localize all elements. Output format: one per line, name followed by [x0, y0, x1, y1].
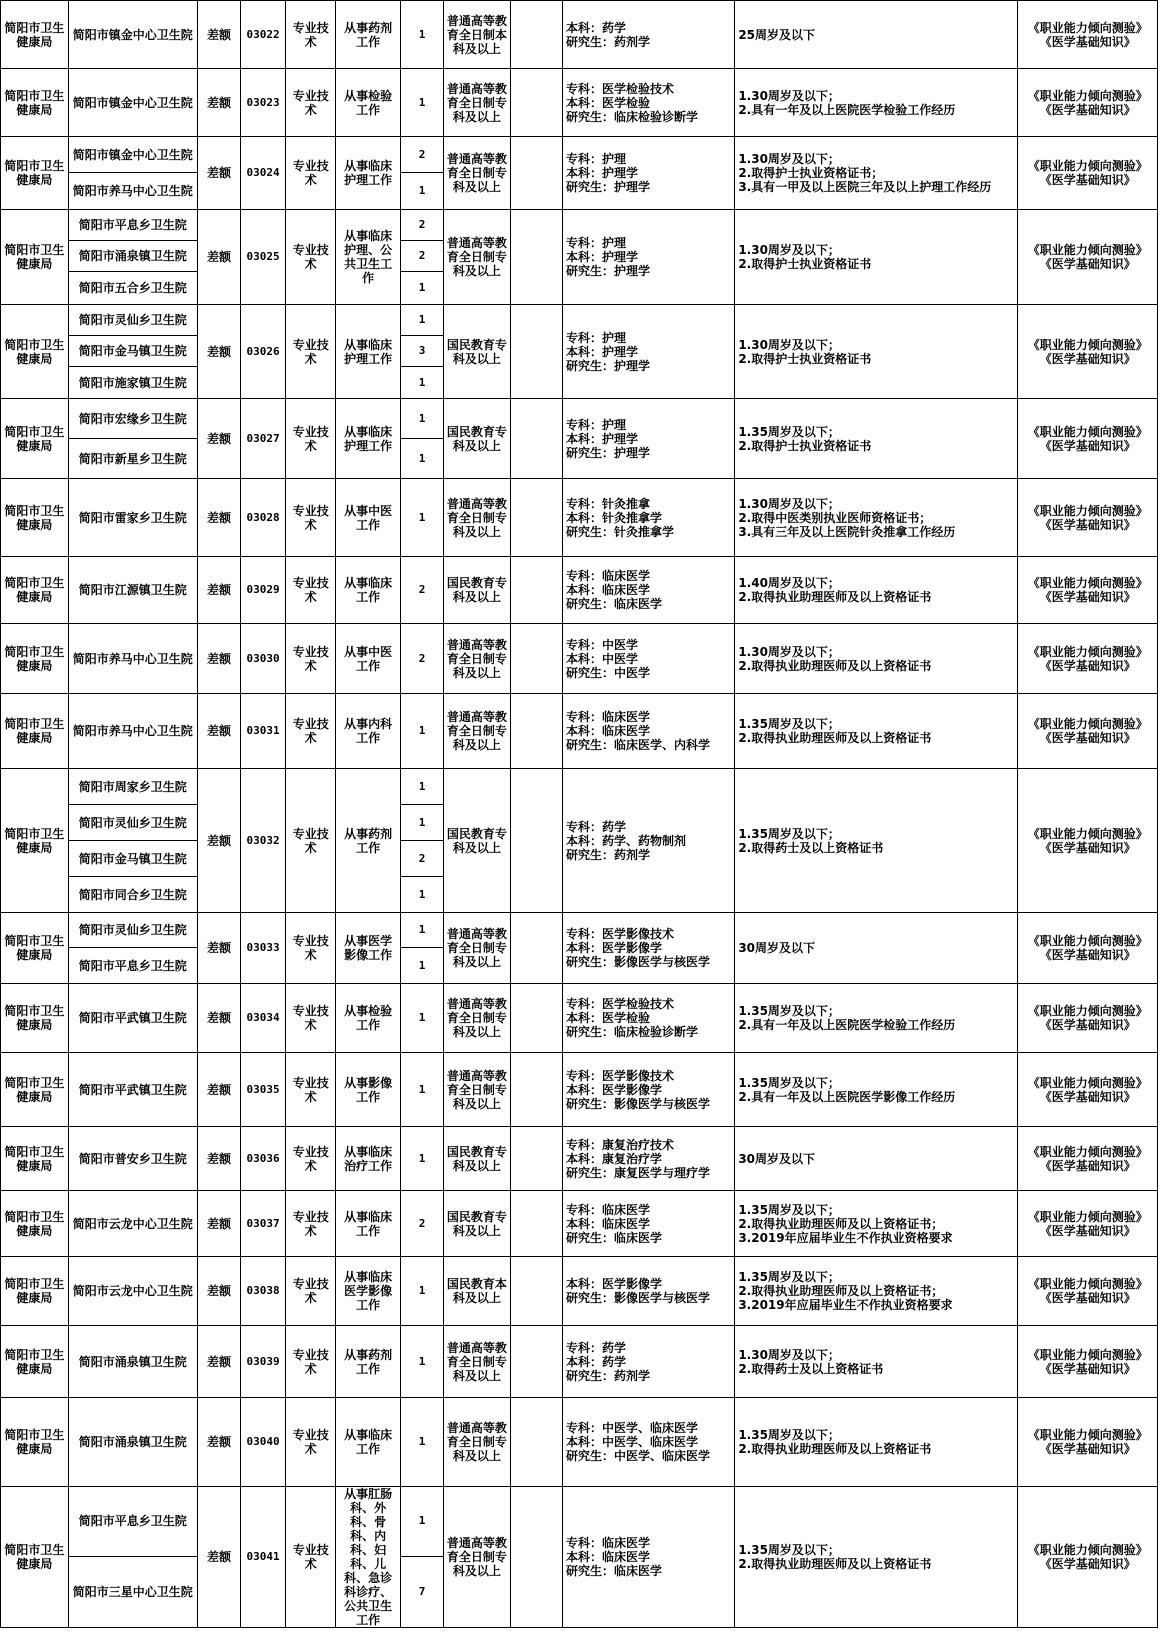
category-cell: 专业技术	[286, 694, 336, 769]
dept-cell: 简阳市卫生健康局	[1, 1191, 69, 1257]
table-row	[1, 1127, 1158, 1191]
exam-cell: 《职业能力倾向测验》 《医学基础知识》	[1018, 1, 1158, 69]
position-code-cell: 03022	[241, 1, 286, 69]
dept-cell: 简阳市卫生健康局	[1, 1326, 69, 1398]
unit-cell: 简阳市云龙中心卫生院	[68, 1257, 197, 1326]
count-cell: 2	[400, 624, 443, 694]
extra-cell	[510, 624, 562, 694]
unit-cell: 简阳市雷家乡卫生院	[68, 479, 197, 557]
count-cell: 1	[400, 694, 443, 769]
category-cell: 专业技术	[286, 1, 336, 69]
count-cell: 1	[400, 69, 443, 137]
count-cell: 2	[400, 841, 443, 877]
funding-type-cell: 差额	[197, 1326, 240, 1398]
dept-cell: 简阳市卫生健康局	[1, 984, 69, 1053]
count-cell: 7	[400, 1556, 443, 1627]
position-code-cell: 03032	[241, 769, 286, 913]
dept-cell: 简阳市卫生健康局	[1, 1127, 69, 1191]
exam-cell: 《职业能力倾向测验》 《医学基础知识》	[1018, 984, 1158, 1053]
category-cell: 专业技术	[286, 1127, 336, 1191]
education-cell: 普通高等教育全日制专科及以上	[444, 479, 511, 557]
extra-cell	[510, 305, 562, 399]
major-cell: 专科：针灸推拿 本科：针灸推拿学 研究生：针灸推拿学	[563, 479, 735, 557]
unit-cell: 简阳市涌泉镇卫生院	[68, 1398, 197, 1487]
extra-cell	[510, 694, 562, 769]
count-cell: 1	[400, 805, 443, 841]
requirement-cell: 1.35周岁及以下； 2.取得执业助理医师及以上资格证书	[735, 1398, 1018, 1487]
unit-cell: 简阳市养马中心卫生院	[68, 173, 197, 210]
requirement-cell: 1.35周岁及以下； 2.取得执业助理医师及以上资格证书； 3.2019年应届毕业生不作执业资格要求	[735, 1191, 1018, 1257]
education-cell: 国民教育专科及以上	[444, 557, 511, 624]
work-cell: 从事中医工作	[336, 479, 401, 557]
dept-cell: 简阳市卫生健康局	[1, 694, 69, 769]
education-cell: 普通高等教育全日制专科及以上	[444, 210, 511, 305]
unit-cell: 简阳市涌泉镇卫生院	[68, 1326, 197, 1398]
funding-type-cell: 差额	[197, 399, 240, 479]
major-cell: 专科：护理 本科：护理学 研究生：护理学	[563, 210, 735, 305]
funding-type-cell: 差额	[197, 1, 240, 69]
exam-cell: 《职业能力倾向测验》 《医学基础知识》	[1018, 769, 1158, 913]
count-cell: 1	[400, 272, 443, 305]
count-cell: 1	[400, 439, 443, 479]
exam-cell: 《职业能力倾向测验》 《医学基础知识》	[1018, 1053, 1158, 1127]
unit-cell: 简阳市灵仙乡卫生院	[68, 913, 197, 948]
count-cell: 1	[400, 948, 443, 984]
exam-cell: 《职业能力倾向测验》 《医学基础知识》	[1018, 137, 1158, 210]
major-cell: 专科：康复治疗技术 本科：康复治疗学 研究生：康复医学与理疗学	[563, 1127, 735, 1191]
table-row	[1, 137, 1158, 173]
count-cell: 1	[400, 769, 443, 805]
extra-cell	[510, 913, 562, 984]
education-cell: 普通高等教育全日制专科及以上	[444, 984, 511, 1053]
funding-type-cell: 差额	[197, 694, 240, 769]
requirement-cell: 1.40周岁及以下； 2.取得执业助理医师及以上资格证书	[735, 557, 1018, 624]
extra-cell	[510, 479, 562, 557]
dept-cell: 简阳市卫生健康局	[1, 769, 69, 913]
work-cell: 从事临床医学影像工作	[336, 1257, 401, 1326]
work-cell: 从事临床护理、公共卫生工作	[336, 210, 401, 305]
exam-cell: 《职业能力倾向测验》 《医学基础知识》	[1018, 399, 1158, 479]
count-cell: 1	[400, 877, 443, 913]
education-cell: 国民教育专科及以上	[444, 305, 511, 399]
requirement-cell: 1.30周岁及以下； 2.取得中医类别执业医师资格证书； 3.具有三年及以上医院针灸推拿工作经历	[735, 479, 1018, 557]
dept-cell: 简阳市卫生健康局	[1, 1053, 69, 1127]
count-cell: 2	[400, 1191, 443, 1257]
major-cell: 专科：护理 本科：护理学 研究生：护理学	[563, 399, 735, 479]
major-cell: 专科：医学影像技术 本科：医学影像学 研究生：影像医学与核医学	[563, 913, 735, 984]
table-row	[1, 1487, 1158, 1557]
work-cell: 从事影像工作	[336, 1053, 401, 1127]
position-code-cell: 03023	[241, 69, 286, 137]
funding-type-cell: 差额	[197, 557, 240, 624]
count-cell: 1	[400, 173, 443, 210]
position-code-cell: 03031	[241, 694, 286, 769]
position-code-cell: 03028	[241, 479, 286, 557]
table-row	[1, 1257, 1158, 1326]
dept-cell: 简阳市卫生健康局	[1, 1487, 69, 1628]
count-cell: 1	[400, 305, 443, 336]
major-cell: 本科：医学影像学 研究生：影像医学与核医学	[563, 1257, 735, 1326]
major-cell: 专科：医学检验技术 本科：医学检验 研究生：临床检验诊断学	[563, 69, 735, 137]
exam-cell: 《职业能力倾向测验》 《医学基础知识》	[1018, 1127, 1158, 1191]
dept-cell: 简阳市卫生健康局	[1, 210, 69, 305]
funding-type-cell: 差额	[197, 305, 240, 399]
exam-cell: 《职业能力倾向测验》 《医学基础知识》	[1018, 479, 1158, 557]
dept-cell: 简阳市卫生健康局	[1, 624, 69, 694]
position-code-cell: 03039	[241, 1326, 286, 1398]
funding-type-cell: 差额	[197, 1053, 240, 1127]
unit-cell: 简阳市涌泉镇卫生院	[68, 241, 197, 272]
extra-cell	[510, 1, 562, 69]
major-cell: 专科：中医学、临床医学 本科：中医学、临床医学 研究生：中医学、临床医学	[563, 1398, 735, 1487]
exam-cell: 《职业能力倾向测验》 《医学基础知识》	[1018, 557, 1158, 624]
work-cell: 从事检验工作	[336, 69, 401, 137]
work-cell: 从事药剂工作	[336, 1, 401, 69]
funding-type-cell: 差额	[197, 624, 240, 694]
count-cell: 2	[400, 137, 443, 173]
category-cell: 专业技术	[286, 557, 336, 624]
major-cell: 本科：药学 研究生：药剂学	[563, 1, 735, 69]
extra-cell	[510, 210, 562, 305]
count-cell: 3	[400, 336, 443, 367]
unit-cell: 简阳市灵仙乡卫生院	[68, 805, 197, 841]
work-cell: 从事中医工作	[336, 624, 401, 694]
education-cell: 普通高等教育全日制本科及以上	[444, 1, 511, 69]
extra-cell	[510, 1257, 562, 1326]
category-cell: 专业技术	[286, 210, 336, 305]
funding-type-cell: 差额	[197, 1398, 240, 1487]
position-code-cell: 03029	[241, 557, 286, 624]
extra-cell	[510, 1191, 562, 1257]
count-cell: 1	[400, 479, 443, 557]
unit-cell: 简阳市镇金中心卫生院	[68, 1, 197, 69]
work-cell: 从事肛肠科、外科、骨科、内科、妇科、儿科、急诊科诊疗、公共卫生工作	[336, 1487, 401, 1628]
exam-cell: 《职业能力倾向测验》 《医学基础知识》	[1018, 1398, 1158, 1487]
funding-type-cell: 差额	[197, 479, 240, 557]
table-row	[1, 557, 1158, 624]
unit-cell: 简阳市宏缘乡卫生院	[68, 399, 197, 439]
requirement-cell: 1.30周岁及以下； 2.取得护士执业资格证书	[735, 210, 1018, 305]
category-cell: 专业技术	[286, 479, 336, 557]
requirement-cell: 1.35周岁及以下； 2.具有一年及以上医院医学检验工作经历	[735, 984, 1018, 1053]
category-cell: 专业技术	[286, 305, 336, 399]
unit-cell: 简阳市周家乡卫生院	[68, 769, 197, 805]
exam-cell: 《职业能力倾向测验》 《医学基础知识》	[1018, 69, 1158, 137]
unit-cell: 简阳市江源镇卫生院	[68, 557, 197, 624]
requirement-cell: 1.35周岁及以下； 2.取得执业助理医师及以上资格证书	[735, 694, 1018, 769]
position-code-cell: 03041	[241, 1487, 286, 1628]
education-cell: 普通高等教育全日制专科及以上	[444, 1326, 511, 1398]
table-row	[1, 694, 1158, 769]
category-cell: 专业技术	[286, 1053, 336, 1127]
unit-cell: 简阳市平息乡卫生院	[68, 948, 197, 984]
work-cell: 从事检验工作	[336, 984, 401, 1053]
count-cell: 2	[400, 210, 443, 241]
count-cell: 1	[400, 984, 443, 1053]
category-cell: 专业技术	[286, 1257, 336, 1326]
dept-cell: 简阳市卫生健康局	[1, 913, 69, 984]
table-row	[1, 210, 1158, 241]
education-cell: 普通高等教育全日制专科及以上	[444, 913, 511, 984]
education-cell: 普通高等教育全日制专科及以上	[444, 1487, 511, 1628]
work-cell: 从事临床工作	[336, 1191, 401, 1257]
education-cell: 普通高等教育全日制专科及以上	[444, 1053, 511, 1127]
category-cell: 专业技术	[286, 1191, 336, 1257]
requirement-cell: 25周岁及以下	[735, 1, 1018, 69]
exam-cell: 《职业能力倾向测验》 《医学基础知识》	[1018, 1191, 1158, 1257]
unit-cell: 简阳市镇金中心卫生院	[68, 69, 197, 137]
count-cell: 1	[400, 367, 443, 399]
work-cell: 从事临床工作	[336, 1398, 401, 1487]
work-cell: 从事临床护理工作	[336, 305, 401, 399]
unit-cell: 简阳市镇金中心卫生院	[68, 137, 197, 173]
table-row	[1, 69, 1158, 137]
extra-cell	[510, 1127, 562, 1191]
table-row	[1, 1, 1158, 69]
table-row	[1, 1326, 1158, 1398]
exam-cell: 《职业能力倾向测验》 《医学基础知识》	[1018, 1257, 1158, 1326]
requirement-cell: 30周岁及以下	[735, 1127, 1018, 1191]
major-cell: 专科：中医学 本科：中医学 研究生：中医学	[563, 624, 735, 694]
education-cell: 普通高等教育全日制专科及以上	[444, 137, 511, 210]
major-cell: 专科：药学 本科：药学 研究生：药剂学	[563, 1326, 735, 1398]
work-cell: 从事临床治疗工作	[336, 1127, 401, 1191]
education-cell: 国民教育专科及以上	[444, 1191, 511, 1257]
exam-cell: 《职业能力倾向测验》 《医学基础知识》	[1018, 694, 1158, 769]
category-cell: 专业技术	[286, 769, 336, 913]
requirement-cell: 1.35周岁及以下； 2.取得执业助理医师及以上资格证书	[735, 1487, 1018, 1628]
requirement-cell: 1.30周岁及以下； 2.取得护士执业资格证书； 3.具有一甲及以上医院三年及以上护理工作经历	[735, 137, 1018, 210]
category-cell: 专业技术	[286, 984, 336, 1053]
category-cell: 专业技术	[286, 69, 336, 137]
unit-cell: 简阳市五合乡卫生院	[68, 272, 197, 305]
table-row	[1, 1398, 1158, 1487]
count-cell: 1	[400, 1053, 443, 1127]
unit-cell: 简阳市金马镇卫生院	[68, 841, 197, 877]
funding-type-cell: 差额	[197, 984, 240, 1053]
funding-type-cell: 差额	[197, 1487, 240, 1628]
funding-type-cell: 差额	[197, 69, 240, 137]
unit-cell: 简阳市养马中心卫生院	[68, 694, 197, 769]
position-code-cell: 03035	[241, 1053, 286, 1127]
extra-cell	[510, 1053, 562, 1127]
funding-type-cell: 差额	[197, 210, 240, 305]
requirement-cell: 1.35周岁及以下； 2.具有一年及以上医院医学影像工作经历	[735, 1053, 1018, 1127]
funding-type-cell: 差额	[197, 913, 240, 984]
work-cell: 从事临床工作	[336, 557, 401, 624]
dept-cell: 简阳市卫生健康局	[1, 399, 69, 479]
dept-cell: 简阳市卫生健康局	[1, 1, 69, 69]
position-code-cell: 03038	[241, 1257, 286, 1326]
dept-cell: 简阳市卫生健康局	[1, 305, 69, 399]
category-cell: 专业技术	[286, 399, 336, 479]
table-row	[1, 984, 1158, 1053]
major-cell: 专科：临床医学 本科：临床医学 研究生：临床医学、内科学	[563, 694, 735, 769]
count-cell: 1	[400, 1, 443, 69]
work-cell: 从事临床护理工作	[336, 137, 401, 210]
table-row	[1, 305, 1158, 336]
requirement-cell: 1.35周岁及以下； 2.取得药士及以上资格证书	[735, 769, 1018, 913]
exam-cell: 《职业能力倾向测验》 《医学基础知识》	[1018, 1326, 1158, 1398]
position-code-cell: 03026	[241, 305, 286, 399]
count-cell: 1	[400, 1257, 443, 1326]
count-cell: 1	[400, 1398, 443, 1487]
position-code-cell: 03024	[241, 137, 286, 210]
table-row	[1, 399, 1158, 439]
unit-cell: 简阳市新星乡卫生院	[68, 439, 197, 479]
extra-cell	[510, 1487, 562, 1628]
unit-cell: 简阳市金马镇卫生院	[68, 336, 197, 367]
funding-type-cell: 差额	[197, 1127, 240, 1191]
extra-cell	[510, 69, 562, 137]
count-cell: 1	[400, 1326, 443, 1398]
position-code-cell: 03040	[241, 1398, 286, 1487]
exam-cell: 《职业能力倾向测验》 《医学基础知识》	[1018, 305, 1158, 399]
table-row	[1, 479, 1158, 557]
education-cell: 国民教育专科及以上	[444, 1127, 511, 1191]
dept-cell: 简阳市卫生健康局	[1, 1398, 69, 1487]
extra-cell	[510, 399, 562, 479]
table-row	[1, 769, 1158, 805]
position-code-cell: 03033	[241, 913, 286, 984]
dept-cell: 简阳市卫生健康局	[1, 1257, 69, 1326]
count-cell: 1	[400, 399, 443, 439]
position-code-cell: 03027	[241, 399, 286, 479]
work-cell: 从事临床护理工作	[336, 399, 401, 479]
table-row	[1, 624, 1158, 694]
category-cell: 专业技术	[286, 913, 336, 984]
unit-cell: 简阳市灵仙乡卫生院	[68, 305, 197, 336]
dept-cell: 简阳市卫生健康局	[1, 69, 69, 137]
work-cell: 从事医学影像工作	[336, 913, 401, 984]
table-row	[1, 1191, 1158, 1257]
education-cell: 国民教育专科及以上	[444, 769, 511, 913]
major-cell: 专科：医学影像技术 本科：医学影像学 研究生：影像医学与核医学	[563, 1053, 735, 1127]
count-cell: 1	[400, 1127, 443, 1191]
dept-cell: 简阳市卫生健康局	[1, 479, 69, 557]
unit-cell: 简阳市普安乡卫生院	[68, 1127, 197, 1191]
extra-cell	[510, 769, 562, 913]
requirement-cell: 1.30周岁及以下； 2.取得护士执业资格证书	[735, 305, 1018, 399]
table-row	[1, 913, 1158, 948]
education-cell: 普通高等教育全日制专科及以上	[444, 1398, 511, 1487]
work-cell: 从事药剂工作	[336, 1326, 401, 1398]
position-code-cell: 03036	[241, 1127, 286, 1191]
unit-cell: 简阳市三星中心卫生院	[68, 1556, 197, 1627]
education-cell: 国民教育本科及以上	[444, 1257, 511, 1326]
category-cell: 专业技术	[286, 1398, 336, 1487]
work-cell: 从事药剂工作	[336, 769, 401, 913]
major-cell: 专科：护理 本科：护理学 研究生：护理学	[563, 305, 735, 399]
count-cell: 1	[400, 1487, 443, 1557]
unit-cell: 简阳市平息乡卫生院	[68, 1487, 197, 1557]
exam-cell: 《职业能力倾向测验》 《医学基础知识》	[1018, 913, 1158, 984]
requirement-cell: 30周岁及以下	[735, 913, 1018, 984]
extra-cell	[510, 1326, 562, 1398]
count-cell: 2	[400, 557, 443, 624]
unit-cell: 简阳市施家镇卫生院	[68, 367, 197, 399]
dept-cell: 简阳市卫生健康局	[1, 557, 69, 624]
exam-cell: 《职业能力倾向测验》 《医学基础知识》	[1018, 210, 1158, 305]
exam-cell: 《职业能力倾向测验》 《医学基础知识》	[1018, 1487, 1158, 1628]
unit-cell: 简阳市养马中心卫生院	[68, 624, 197, 694]
category-cell: 专业技术	[286, 1326, 336, 1398]
requirement-cell: 1.35周岁及以下； 2.取得执业助理医师及以上资格证书； 3.2019年应届毕业生不作执业资格要求	[735, 1257, 1018, 1326]
education-cell: 普通高等教育全日制专科及以上	[444, 624, 511, 694]
funding-type-cell: 差额	[197, 1257, 240, 1326]
major-cell: 专科：护理 本科：护理学 研究生：护理学	[563, 137, 735, 210]
requirement-cell: 1.30周岁及以下； 2.具有一年及以上医院医学检验工作经历	[735, 69, 1018, 137]
count-cell: 1	[400, 913, 443, 948]
category-cell: 专业技术	[286, 624, 336, 694]
unit-cell: 简阳市平武镇卫生院	[68, 1053, 197, 1127]
major-cell: 专科：临床医学 本科：临床医学 研究生：临床医学	[563, 1191, 735, 1257]
unit-cell: 简阳市云龙中心卫生院	[68, 1191, 197, 1257]
category-cell: 专业技术	[286, 1487, 336, 1628]
work-cell: 从事内科工作	[336, 694, 401, 769]
funding-type-cell: 差额	[197, 1191, 240, 1257]
requirement-cell: 1.30周岁及以下； 2.取得药士及以上资格证书	[735, 1326, 1018, 1398]
unit-cell: 简阳市平武镇卫生院	[68, 984, 197, 1053]
major-cell: 专科：临床医学 本科：临床医学 研究生：临床医学	[563, 557, 735, 624]
unit-cell: 简阳市平息乡卫生院	[68, 210, 197, 241]
position-code-cell: 03030	[241, 624, 286, 694]
requirement-cell: 1.30周岁及以下； 2.取得执业助理医师及以上资格证书	[735, 624, 1018, 694]
extra-cell	[510, 1398, 562, 1487]
dept-cell: 简阳市卫生健康局	[1, 137, 69, 210]
major-cell: 专科：药学 本科：药学、药物制剂 研究生：药剂学	[563, 769, 735, 913]
requirement-cell: 1.35周岁及以下； 2.取得护士执业资格证书	[735, 399, 1018, 479]
extra-cell	[510, 984, 562, 1053]
funding-type-cell: 差额	[197, 137, 240, 210]
major-cell: 专科：临床医学 本科：临床医学 研究生：临床医学	[563, 1487, 735, 1628]
category-cell: 专业技术	[286, 137, 336, 210]
education-cell: 普通高等教育全日制专科及以上	[444, 69, 511, 137]
education-cell: 普通高等教育全日制专科及以上	[444, 694, 511, 769]
extra-cell	[510, 137, 562, 210]
count-cell: 2	[400, 241, 443, 272]
table-row	[1, 1053, 1158, 1127]
unit-cell: 简阳市同合乡卫生院	[68, 877, 197, 913]
exam-cell: 《职业能力倾向测验》 《医学基础知识》	[1018, 624, 1158, 694]
major-cell: 专科：医学检验技术 本科：医学检验 研究生：临床检验诊断学	[563, 984, 735, 1053]
position-code-cell: 03025	[241, 210, 286, 305]
extra-cell	[510, 557, 562, 624]
position-code-cell: 03034	[241, 984, 286, 1053]
funding-type-cell: 差额	[197, 769, 240, 913]
position-code-cell: 03037	[241, 1191, 286, 1257]
education-cell: 国民教育专科及以上	[444, 399, 511, 479]
